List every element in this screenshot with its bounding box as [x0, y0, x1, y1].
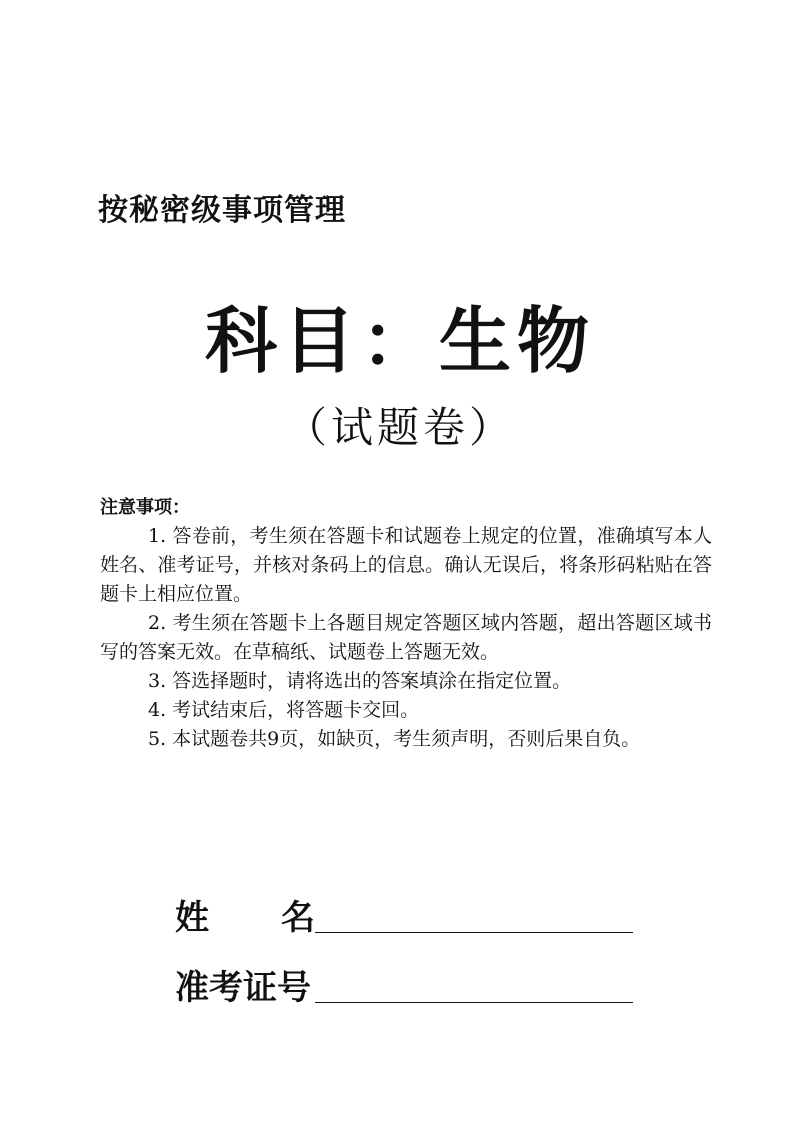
paper-type-label: （试题卷） [284, 403, 515, 452]
instruction-item: 1. 答卷前，考生须在答题卡和试题卷上规定的位置，准确填写本人姓名、准考证号，并核对条码上的信息。确认无误后，将条形码粘贴在答题卡上相应位置。 [100, 525, 712, 605]
exam-id-label: 准考证号 [175, 968, 311, 1008]
name-label-char-2: 名 [281, 898, 315, 938]
name-label [175, 890, 315, 939]
subject-title: 科目：生物 [204, 299, 595, 383]
name-blank-line[interactable] [315, 932, 633, 933]
instruction-item: 3. 答选择题时，请将选出的答案填涂在指定位置。 [148, 670, 572, 692]
exam-id-blank-line[interactable] [315, 1002, 633, 1003]
name-field-row [175, 890, 633, 939]
confidentiality-notice: 按秘密级事项管理 [98, 193, 346, 228]
instructions-title: 注意事项： [100, 497, 190, 518]
exam-instructions [100, 493, 712, 754]
instruction-item: 4. 考试结束后，将答题卡交回。 [148, 699, 420, 721]
instruction-item: 5. 本试题卷共9页，如缺页，考生须声明，否则后果自负。 [148, 728, 641, 750]
name-label-char-1: 姓 [175, 898, 209, 938]
exam-id-field-row [175, 960, 633, 1009]
instruction-item: 2. 考生须在答题卡上各题目规定答题区域内答题，超出答题区域书写的答案无效。在草稿纸、试题卷上答题无效。 [100, 612, 712, 663]
